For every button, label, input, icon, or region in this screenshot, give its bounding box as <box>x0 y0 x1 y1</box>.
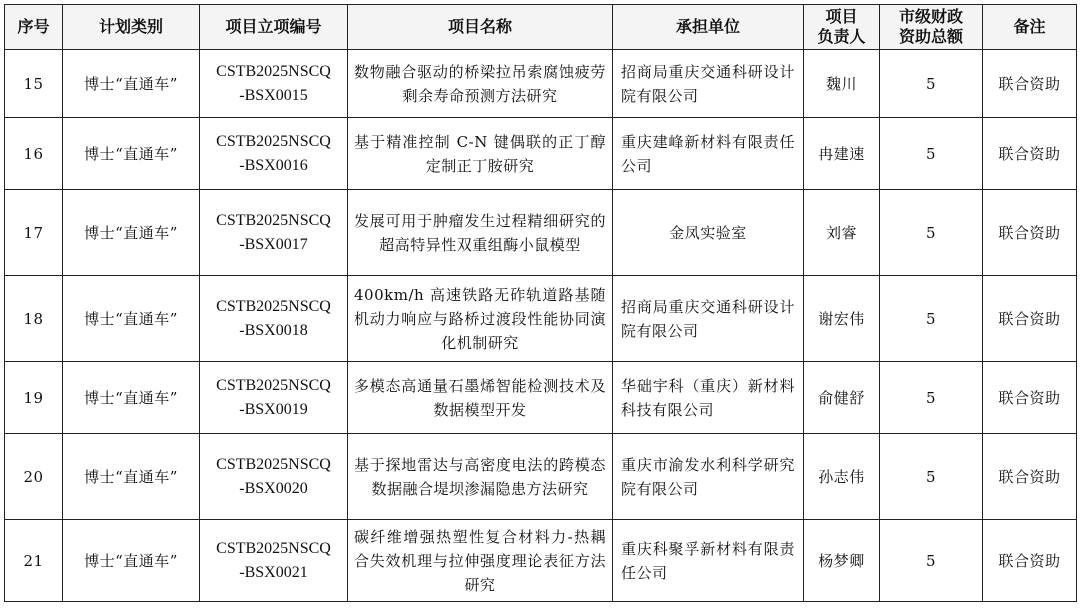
cell-project-name: 发展可用于肿瘤发生过程精细研究的超高特异性双重组酶小鼠模型 <box>348 190 613 276</box>
cell-code-line2: -BSX0018 <box>239 321 308 339</box>
cell-code <box>200 434 348 520</box>
cell-code-line1: CSTB2025NSCQ <box>216 455 331 473</box>
table-row <box>5 276 1077 362</box>
cell-funding: 5 <box>880 118 983 190</box>
header-funding-line1: 市级财政 <box>898 7 963 26</box>
cell-leader: 杨梦卿 <box>804 520 880 602</box>
cell-note: 联合资助 <box>983 434 1077 520</box>
cell-code-line2: -BSX0019 <box>239 400 308 418</box>
cell-code-line1: CSTB2025NSCQ <box>216 297 331 315</box>
cell-code-line1: CSTB2025NSCQ <box>216 62 331 80</box>
cell-unit: 招商局重庆交通科研设计院有限公司 <box>613 276 804 362</box>
cell-funding: 5 <box>880 190 983 276</box>
header-funding <box>880 5 983 50</box>
cell-code <box>200 520 348 602</box>
header-leader <box>804 5 880 50</box>
header-unit: 承担单位 <box>613 5 804 50</box>
cell-note: 联合资助 <box>983 190 1077 276</box>
cell-leader: 谢宏伟 <box>804 276 880 362</box>
cell-leader: 冉建速 <box>804 118 880 190</box>
cell-unit: 重庆市渝发水利科学研究院有限公司 <box>613 434 804 520</box>
cell-code-line1: CSTB2025NSCQ <box>216 132 331 150</box>
cell-seq: 18 <box>5 276 63 362</box>
table-row <box>5 520 1077 602</box>
cell-funding: 5 <box>880 276 983 362</box>
table-row <box>5 118 1077 190</box>
cell-project-name: 碳纤维增强热塑性复合材料力-热耦合失效机理与拉伸强度理论表征方法研究 <box>348 520 613 602</box>
header-funding-line2: 资助总额 <box>898 27 963 46</box>
cell-category: 博士“直通车” <box>63 50 200 118</box>
cell-project-name: 数物融合驱动的桥梁拉吊索腐蚀疲劳剩余寿命预测方法研究 <box>348 50 613 118</box>
cell-funding: 5 <box>880 520 983 602</box>
cell-leader: 刘睿 <box>804 190 880 276</box>
cell-note: 联合资助 <box>983 520 1077 602</box>
cell-note: 联合资助 <box>983 118 1077 190</box>
cell-project-name: 多模态高通量石墨烯智能检测技术及数据模型开发 <box>348 362 613 434</box>
cell-project-name: 400km/h 高速铁路无砟轨道路基随机动力响应与路桥过渡段性能协同演化机制研究 <box>348 276 613 362</box>
cell-code-line1: CSTB2025NSCQ <box>216 211 331 229</box>
cell-code-line2: -BSX0015 <box>239 86 308 104</box>
cell-code <box>200 190 348 276</box>
cell-category: 博士“直通车” <box>63 190 200 276</box>
cell-category: 博士“直通车” <box>63 434 200 520</box>
cell-seq: 16 <box>5 118 63 190</box>
cell-unit: 招商局重庆交通科研设计院有限公司 <box>613 50 804 118</box>
cell-category: 博士“直通车” <box>63 362 200 434</box>
cell-unit: 华础宇科（重庆）新材料科技有限公司 <box>613 362 804 434</box>
cell-category: 博士“直通车” <box>63 118 200 190</box>
cell-code-line2: -BSX0021 <box>239 563 308 581</box>
cell-code <box>200 276 348 362</box>
table-header-row <box>5 5 1077 50</box>
cell-unit: 重庆科聚孚新材料有限责任公司 <box>613 520 804 602</box>
table-row <box>5 434 1077 520</box>
cell-note: 联合资助 <box>983 362 1077 434</box>
cell-category: 博士“直通车” <box>63 520 200 602</box>
cell-category: 博士“直通车” <box>63 276 200 362</box>
cell-seq: 20 <box>5 434 63 520</box>
cell-leader: 孙志伟 <box>804 434 880 520</box>
cell-seq: 19 <box>5 362 63 434</box>
header-note: 备注 <box>983 5 1077 50</box>
table-row <box>5 50 1077 118</box>
cell-code <box>200 362 348 434</box>
cell-seq: 17 <box>5 190 63 276</box>
header-leader-line2: 负责人 <box>817 27 866 46</box>
cell-leader: 魏川 <box>804 50 880 118</box>
cell-code <box>200 50 348 118</box>
cell-project-name: 基于精准控制 C-N 键偶联的正丁醇定制正丁胺研究 <box>348 118 613 190</box>
cell-code-line2: -BSX0017 <box>239 235 308 253</box>
cell-unit: 金凤实验室 <box>613 190 804 276</box>
header-category: 计划类别 <box>63 5 200 50</box>
table-row <box>5 190 1077 276</box>
cell-note: 联合资助 <box>983 276 1077 362</box>
project-table <box>4 4 1077 602</box>
cell-code-line2: -BSX0020 <box>239 479 308 497</box>
cell-code-line2: -BSX0016 <box>239 156 308 174</box>
cell-code-line1: CSTB2025NSCQ <box>216 539 331 557</box>
cell-funding: 5 <box>880 362 983 434</box>
cell-funding: 5 <box>880 434 983 520</box>
cell-seq: 21 <box>5 520 63 602</box>
cell-funding: 5 <box>880 50 983 118</box>
header-code: 项目立项编号 <box>200 5 348 50</box>
cell-note: 联合资助 <box>983 50 1077 118</box>
header-seq: 序号 <box>5 5 63 50</box>
header-name: 项目名称 <box>348 5 613 50</box>
project-table-container <box>4 4 1077 602</box>
header-leader-line1: 项目 <box>825 7 858 26</box>
cell-unit: 重庆建峰新材料有限责任公司 <box>613 118 804 190</box>
cell-leader: 俞健舒 <box>804 362 880 434</box>
cell-project-name: 基于探地雷达与高密度电法的跨模态数据融合堤坝渗漏隐患方法研究 <box>348 434 613 520</box>
cell-code-line1: CSTB2025NSCQ <box>216 376 331 394</box>
cell-code <box>200 118 348 190</box>
table-row <box>5 362 1077 434</box>
cell-seq: 15 <box>5 50 63 118</box>
